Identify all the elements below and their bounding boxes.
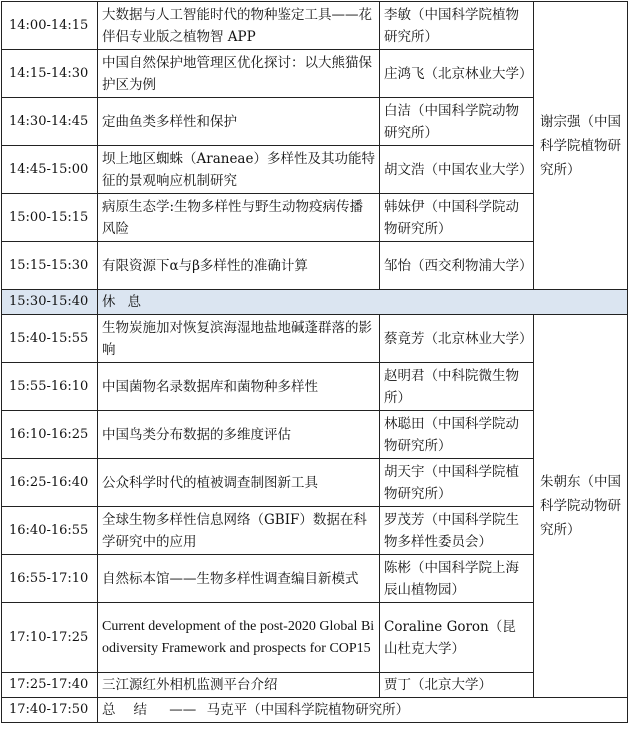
- topic-cell: 中国自然保护地管理区优化探讨：以大熊猫保护区为例: [98, 50, 380, 98]
- topic-cell: 中国菌物名录数据库和菌物种多样性: [98, 363, 380, 411]
- speaker-cell: Coraline Goron（昆山杜克大学）: [380, 603, 534, 673]
- time-cell: 16:25-16:40: [2, 459, 98, 507]
- speaker-cell: 罗茂芳（中国科学院生物多样性委员会）: [380, 507, 534, 555]
- speaker-cell: 邹怡（西交利物浦大学）: [380, 242, 534, 290]
- break-label: 休息: [102, 294, 153, 310]
- topic-cell: 坝上地区蜘蛛（Araneae）多样性及其功能特征的景观响应机制研究: [98, 146, 380, 194]
- speaker-cell: 李敏（中国科学院植物研究所）: [380, 2, 534, 50]
- time-cell: 14:00-14:15: [2, 2, 98, 50]
- time-cell: 16:10-16:25: [2, 411, 98, 459]
- summary-cell: [98, 698, 628, 723]
- speaker-cell: 韩妹伊（中国科学院动物研究所）: [380, 194, 534, 242]
- time-cell: 14:45-15:00: [2, 146, 98, 194]
- topic-cell: 生物炭施加对恢复滨海湿地盐地碱蓬群落的影响: [98, 315, 380, 363]
- topic-cell: 全球生物多样性信息网络（GBIF）数据在科学研究中的应用: [98, 507, 380, 555]
- speaker-cell: 蔡竟芳（北京林业大学）: [380, 315, 534, 363]
- speaker-cell: 林聪田（中国科学院动物研究所）: [380, 411, 534, 459]
- time-cell: 15:15-15:30: [2, 242, 98, 290]
- table-row: [2, 2, 628, 50]
- schedule-table: [1, 1, 628, 723]
- time-cell: 16:55-17:10: [2, 555, 98, 603]
- topic-cell: 定曲鱼类多样性和保护: [98, 98, 380, 146]
- topic-cell: 有限资源下α与β多样性的准确计算: [98, 242, 380, 290]
- summary-label: 总结: [102, 702, 165, 718]
- speaker-cell: 庄鸿飞（北京林业大学）: [380, 50, 534, 98]
- summary-dash: ——: [169, 702, 197, 718]
- time-cell: 14:30-14:45: [2, 98, 98, 146]
- speaker-cell: 白洁（中国科学院动物研究所）: [380, 98, 534, 146]
- time-cell: 16:40-16:55: [2, 507, 98, 555]
- speaker-cell: 胡文浩（中国农业大学）: [380, 146, 534, 194]
- time-cell: 17:10-17:25: [2, 603, 98, 673]
- topic-cell: 中国鸟类分布数据的多维度评估: [98, 411, 380, 459]
- summary-row: [2, 698, 628, 723]
- topic-cell: 三江源红外相机监测平台介绍: [98, 673, 380, 698]
- speaker-cell: 陈彬（中国科学院上海辰山植物园）: [380, 555, 534, 603]
- topic-cell: 公众科学时代的植被调查制图新工具: [98, 459, 380, 507]
- session-host-cell: 朱朝东（中国科学院动物研究所）: [534, 315, 628, 698]
- time-cell: 15:30-15:40: [2, 290, 98, 315]
- speaker-cell: 胡天宇（中国科学院植物研究所）: [380, 459, 534, 507]
- time-cell: 17:25-17:40: [2, 673, 98, 698]
- topic-cell: 自然标本馆——生物多样性调查编目新模式: [98, 555, 380, 603]
- session-host-cell: 谢宗强（中国科学院植物研究所）: [534, 2, 628, 290]
- topic-cell: Current development of the post-2020 Global Biodiversity Framework and prospects for COP15: [98, 603, 380, 673]
- time-cell: 17:40-17:50: [2, 698, 98, 723]
- break-cell: [98, 290, 628, 315]
- speaker-cell: 贾丁（北京大学）: [380, 673, 534, 698]
- time-cell: 15:55-16:10: [2, 363, 98, 411]
- time-cell: 14:15-14:30: [2, 50, 98, 98]
- table-row: [2, 315, 628, 363]
- time-cell: 15:40-15:55: [2, 315, 98, 363]
- topic-cell: 病原生态学:生物多样性与野生动物疫病传播风险: [98, 194, 380, 242]
- speaker-cell: 赵明君（中科院微生物所）: [380, 363, 534, 411]
- time-cell: 15:00-15:15: [2, 194, 98, 242]
- break-row: [2, 290, 628, 315]
- topic-cell: 大数据与人工智能时代的物种鉴定工具——花伴侣专业版之植物智 APP: [98, 2, 380, 50]
- summary-speaker: 马克平（中国科学院植物研究所）: [206, 702, 410, 718]
